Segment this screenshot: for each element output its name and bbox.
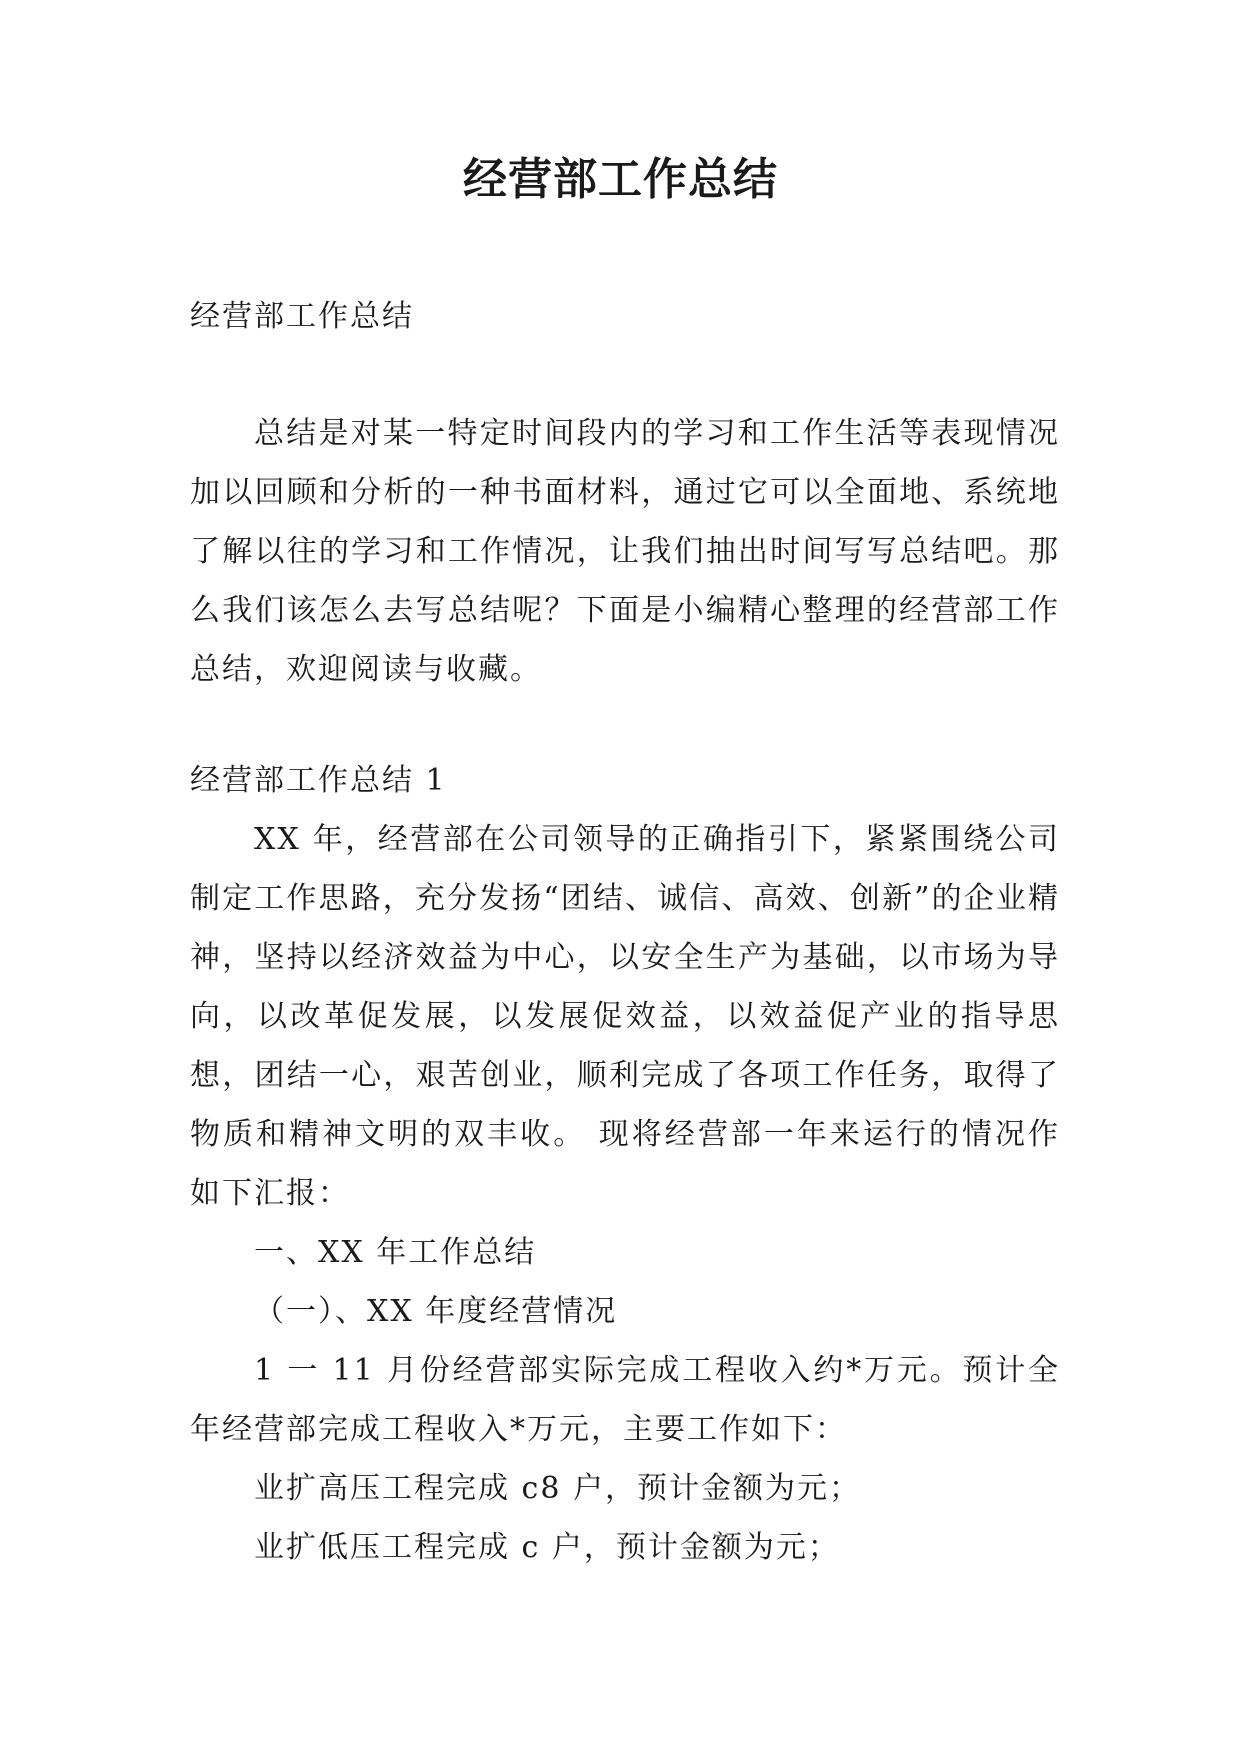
section-1-body (190, 810, 1060, 1577)
section-1-paragraph: XX 年，经营部在公司领导的正确指引下，紧紧围绕公司制定工作思路，充分发扬“团结、诚信、高效、创新”的企业精神，坚持以经济效益为中心，以安全生产为基础，以市场为导向，以改革促发展，以发展促效益，以效益促产业的指导思想，团结一心，艰苦创业，顺利完成了各项工作任务，取得了物质和精神文明的双丰收。 现将经营部一年来运行的情况作如下汇报： (190, 822, 1060, 1211)
section-1-item-heading: 一、XX 年工作总结 (254, 1235, 537, 1270)
intro-paragraph: 总结是对某一特定时间段内的学习和工作生活等表现情况加以回顾和分析的一种书面材料，通过它可以全面地、系统地了解以往的学习和工作情况，让我们抽出时间写写总结吧。那么我们该怎么去写总结呢？下面是小编精心整理的经营部工作总结，欢迎阅读与收藏。 (190, 416, 1060, 687)
document-title: 经营部工作总结 (463, 154, 778, 205)
section-1-line-high-voltage: 业扩高压工程完成 c8 户，预计金额为元； (254, 1471, 861, 1506)
document-subtitle: 经营部工作总结 (190, 299, 414, 334)
section-1-subitem-heading: （一）、XX 年度经营情况 (254, 1294, 618, 1329)
section-1-heading: 经营部工作总结 1 (190, 763, 447, 798)
section-1-line-low-voltage: 业扩低压工程完成 c 户，预计金额为元； (254, 1530, 840, 1565)
section-1-revenue-paragraph: 1 一 11 月份经营部实际完成工程收入约*万元。预计全年经营部完成工程收入*万元，主要工作如下： (190, 1353, 1060, 1447)
